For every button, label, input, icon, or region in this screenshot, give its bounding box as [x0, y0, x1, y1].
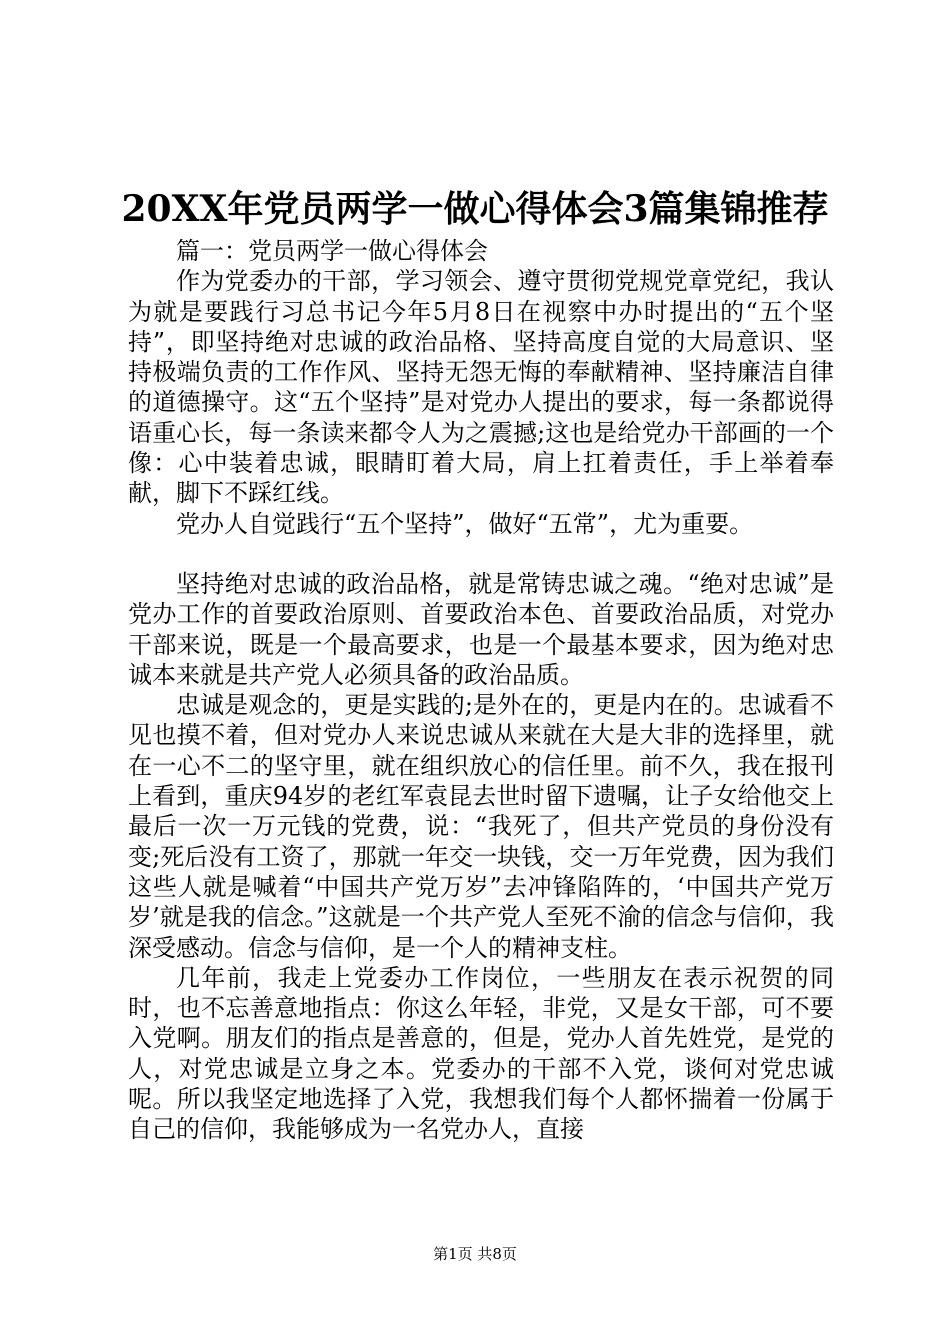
section-heading: 篇一：党员两学一做心得体会 [176, 237, 488, 265]
paragraph: 几年前，我走上党委办工作岗位，一些朋友在表示祝贺的同时，也不忘善意地指点：你这么年轻，非党，又是女干部，可不要入党啊。朋友们的指点是善意的，但是，党办人首先姓党，是党的人，对党忠诚是立身之本。党委办的干部不入党，谈何对党忠诚呢。所以我坚定地选择了入党，我想我们每个人都怀揣着一份属于自己的信仰，我能够成为一名党办人，直接 [128, 963, 834, 1144]
document-body [128, 236, 834, 1145]
page-number-footer: 第1页 共8页 [433, 1245, 517, 1263]
paragraph: 坚持绝对忠诚的政治品格，就是常铸忠诚之魂。“绝对忠诚”是党办工作的首要政治原则、首要政治本色、首要政治品质，对党办干部来说，既是一个最高要求，也是一个最基本要求，因为绝对忠诚本来就是共产党人必须具备的政治品质。 [128, 569, 834, 689]
document-title: 20XX年党员两学一做心得体会3篇集锦推荐 [121, 188, 829, 230]
paragraph: 作为党委办的干部，学习领会、遵守贯彻党规党章党纪，我认为就是要践行习总书记今年5月8日在视察中办时提出的“五个坚持”，即坚持绝对忠诚的政治品格、坚持高度自觉的大局意识、坚持极端负责的工作作风、坚持无怨无悔的奉献精神、坚持廉洁自律的道德操守。这“五个坚持”是对党办人提出的要求，每一条都说得语重心长，每一条读来都令人为之震撼;这也是给党办干部画的一个像：心中装着忠诚，眼睛盯着大局，肩上扛着责任，手上举着奉献，脚下不踩红线。 [128, 267, 834, 508]
paragraph: 党办人自觉践行“五个坚持”，做好“五常”，尤为重要。 [176, 509, 754, 538]
paragraph: 忠诚是观念的，更是实践的;是外在的，更是内在的。忠诚看不见也摸不着，但对党办人来说忠诚从来就在大是大非的选择里，就在一心不二的坚守里，就在组织放心的信任里。前不久，我在报刊上看到，重庆94岁的老红军袁昆去世时留下遗嘱，让子女给他交上最后一次一万元钱的党费，说：“我死了，但共产党员的身份没有变;死后没有工资了，那就一年交一块钱，交一万年党费，因为我们这些人就是喊着“中国共产党万岁”去冲锋陷阵的，‘中国共产党万岁’就是我的信念。”这就是一个共产党人至死不渝的信念与信仰，我深受感动。信念与信仰，是一个人的精神支柱。 [128, 691, 834, 962]
